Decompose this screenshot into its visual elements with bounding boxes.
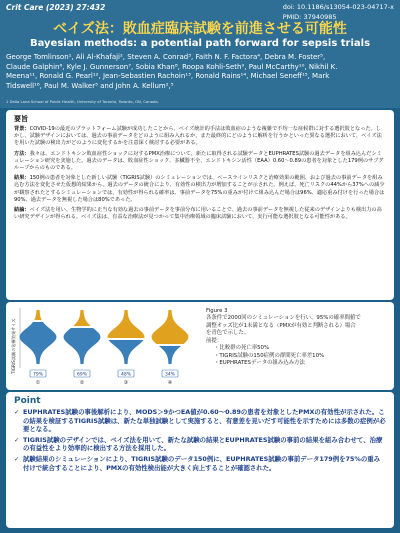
title-japanese: ベイズ法：敗血症臨床試験を前進させる可能性 (53, 21, 347, 37)
point-title: Point (14, 396, 41, 406)
background-label: 背景： (14, 126, 30, 132)
caption-line: を青色で示した。 (206, 330, 250, 337)
author-line: George Tomlinson¹, Ali Al-Khafaji², Steven A. Conrad³, Faith N. F. Factora⁴, Debra M. Foster⁵, (6, 53, 326, 61)
abstract-heading: 要旨 (14, 115, 28, 123)
data-label: 34% (164, 372, 176, 378)
category-tick-label: ② (79, 380, 85, 386)
affiliation: 1 Dalla Lana School of Public Health, University of Toronto, Toronto, ON, Canada. (6, 99, 159, 104)
methods-paragraph (14, 151, 386, 173)
y-axis-label: TIGRIS試験の治療効果サイズ (11, 318, 16, 374)
violin-lower-2 (64, 328, 101, 364)
violin-upper-3 (108, 310, 145, 338)
figure-caption (206, 308, 390, 338)
violin-lower-3 (109, 340, 144, 364)
doi-text[interactable]: doi: 10.1186/s13054-023-04717-x (282, 3, 394, 11)
category-tick-label: ① (35, 380, 41, 386)
results-paragraph (14, 175, 386, 204)
author-line: Claude Galphin⁶, Kyle J. Gunnerson⁷, Sobia Khan⁸, Roopa Kohli-Seth⁹, Paul McCarthy¹⁰, Nikhil K. (6, 62, 338, 71)
data-label: 48% (120, 372, 132, 378)
check-icon: ✓ (14, 408, 20, 416)
violin-upper-4 (152, 310, 189, 344)
point-text: EUPHRATES試験の事後解析により、MODS＞9かつEA値が0.60〜0.89の患者を対象としたPMXの有効性が示された。この結果を検証するTIGRIS試験は、新たな単独試験として実施すると、有意差を見いだす可能性を示すためには多数の症例が必要となる。 (23, 408, 386, 434)
poster-header (0, 0, 400, 108)
results-text: 150例の患者を対象とした新しい試験（TIGRIS試験）のシミュレーションでは、ベースラインリスクと治療効果の範囲、および過去の事前データを組み込む方法を変化させた仮想的結果から、過去のデータの統合により、有効性の検出力が増加することが示された。例えば、死亡リスクの44%から37%への減少が観察されたとするシミュレーションでは、有効性が得られる確率は、事前データを75%の重みが付けて組み込んだ場合は96%、適応重み付けを行った場合は90%、過去データを無視した場合は80%であった。 (14, 175, 385, 203)
results-label: 結果： (14, 175, 30, 182)
author-list (6, 53, 394, 91)
conclusion-text: ベイズ法を用い、生物学的に正当な有効な過去の事前データを事前分布に用いることで、過去の事前データを無視した従来のデザインよりも検出力の高い研究デザインが得られる。ベイズ法は、有益な治療法が見つかって集中治療領域の臨床試験において、実行可能な選択肢となる可能性がある。 (14, 207, 382, 221)
background-paragraph (14, 126, 386, 148)
journal-citation: Crit Care (2023) 27:432 (6, 3, 106, 12)
conclusion-paragraph (14, 207, 386, 221)
data-label: 79% (32, 372, 44, 378)
category-tick-label: ③ (123, 380, 129, 386)
violin-chart (8, 304, 204, 386)
methods-label: 方法： (14, 150, 30, 157)
check-icon: ✓ (14, 454, 20, 463)
note-item: ・EUPHRATESデータの組み込み方法 (214, 360, 305, 367)
author-line: Meena¹¹, Ronald G. Pearl¹², Jean-Sebastien Rachoin¹³, Ronald Rains¹⁴, Michael Seneff¹⁵, Mark (6, 72, 330, 80)
pmid-text: PMID: 37940985 (282, 13, 337, 21)
notes-label: 前提： (206, 338, 223, 344)
abstract-panel (6, 110, 394, 300)
background-text: COVID-19の最近のプラットフォーム試験が成功したことから、ベイズ統計的手法は敗血症のような複雑で不均一な症候群に対する選択肢となった。しかし、試験デザインにおいては、過去の事前データをどのように組み入れるか、また最終的にどのように解析を行うかといった異なる選択において、ベイズ法を用いた試験の検出力がどのように変化するかを注意深く検討する必要がある。 (14, 126, 382, 147)
methods-text: 我々は、エンドトキシン敗血症性ショックに対するPMX治療について、新たに取得される試験データとEUPHRATES試験の過去データを組み込んだシミュレーション研究を実施した。過去のデータは、敗血症性ショック、多臓器不全、エンドトキシン活性（EAA）0.60〜0.89の患者を対象とした179例のサブグループからのものである。 (14, 150, 384, 172)
point-text: 試験結果のシミュレーションにより、TIGRIS試験のデータ150例に、EUPHRATES試験の事前データ179例を75%の重み付けで統合することにより、PMXの有効性検出能が大きく向上することが確認された。 (23, 454, 380, 472)
violin-lower-4 (159, 346, 181, 364)
violin-upper-1 (34, 310, 41, 320)
point-bullet (14, 408, 386, 434)
point-bullet (14, 436, 386, 453)
conclusion-label: 結論： (14, 207, 30, 214)
violin-upper-2 (73, 310, 90, 326)
note-item: ・比較群の死亡率50% (214, 345, 270, 352)
note-item: ・TIGRIS試験の150症例の群間死亡率差10% (214, 352, 325, 359)
check-icon: ✓ (14, 435, 20, 444)
point-panel (6, 392, 394, 528)
caption-line: Figure 3 (206, 308, 228, 314)
title-english: Bayesian methods: a potential path forward for sepsis trials (29, 38, 371, 49)
caption-line: 調整オッズ比が1未満となる（PMXが有効と判断される）場合 (206, 322, 356, 329)
caption-line: 各条件で2000回のシミュレーションを行い、95%の確率間値で (206, 315, 361, 322)
category-tick-label: ④ (167, 380, 173, 386)
data-label: 69% (76, 372, 88, 378)
author-line: Tidswell¹⁶, Paul M. Walker⁵ and John A. Kellum²,⁵ (6, 81, 174, 90)
point-bullet (14, 455, 386, 472)
point-text: TIGRIS試験のデザインでは、ベイズ法を用いて、新たな試験の結果とEUPHRATES試験の事前の結果を組み合わせて、治療の有益性をより効率的に検出する方法を採用した。 (23, 435, 383, 453)
figure-panel (6, 302, 394, 390)
figure-notes (206, 338, 390, 368)
violin-lower-1 (20, 322, 57, 364)
